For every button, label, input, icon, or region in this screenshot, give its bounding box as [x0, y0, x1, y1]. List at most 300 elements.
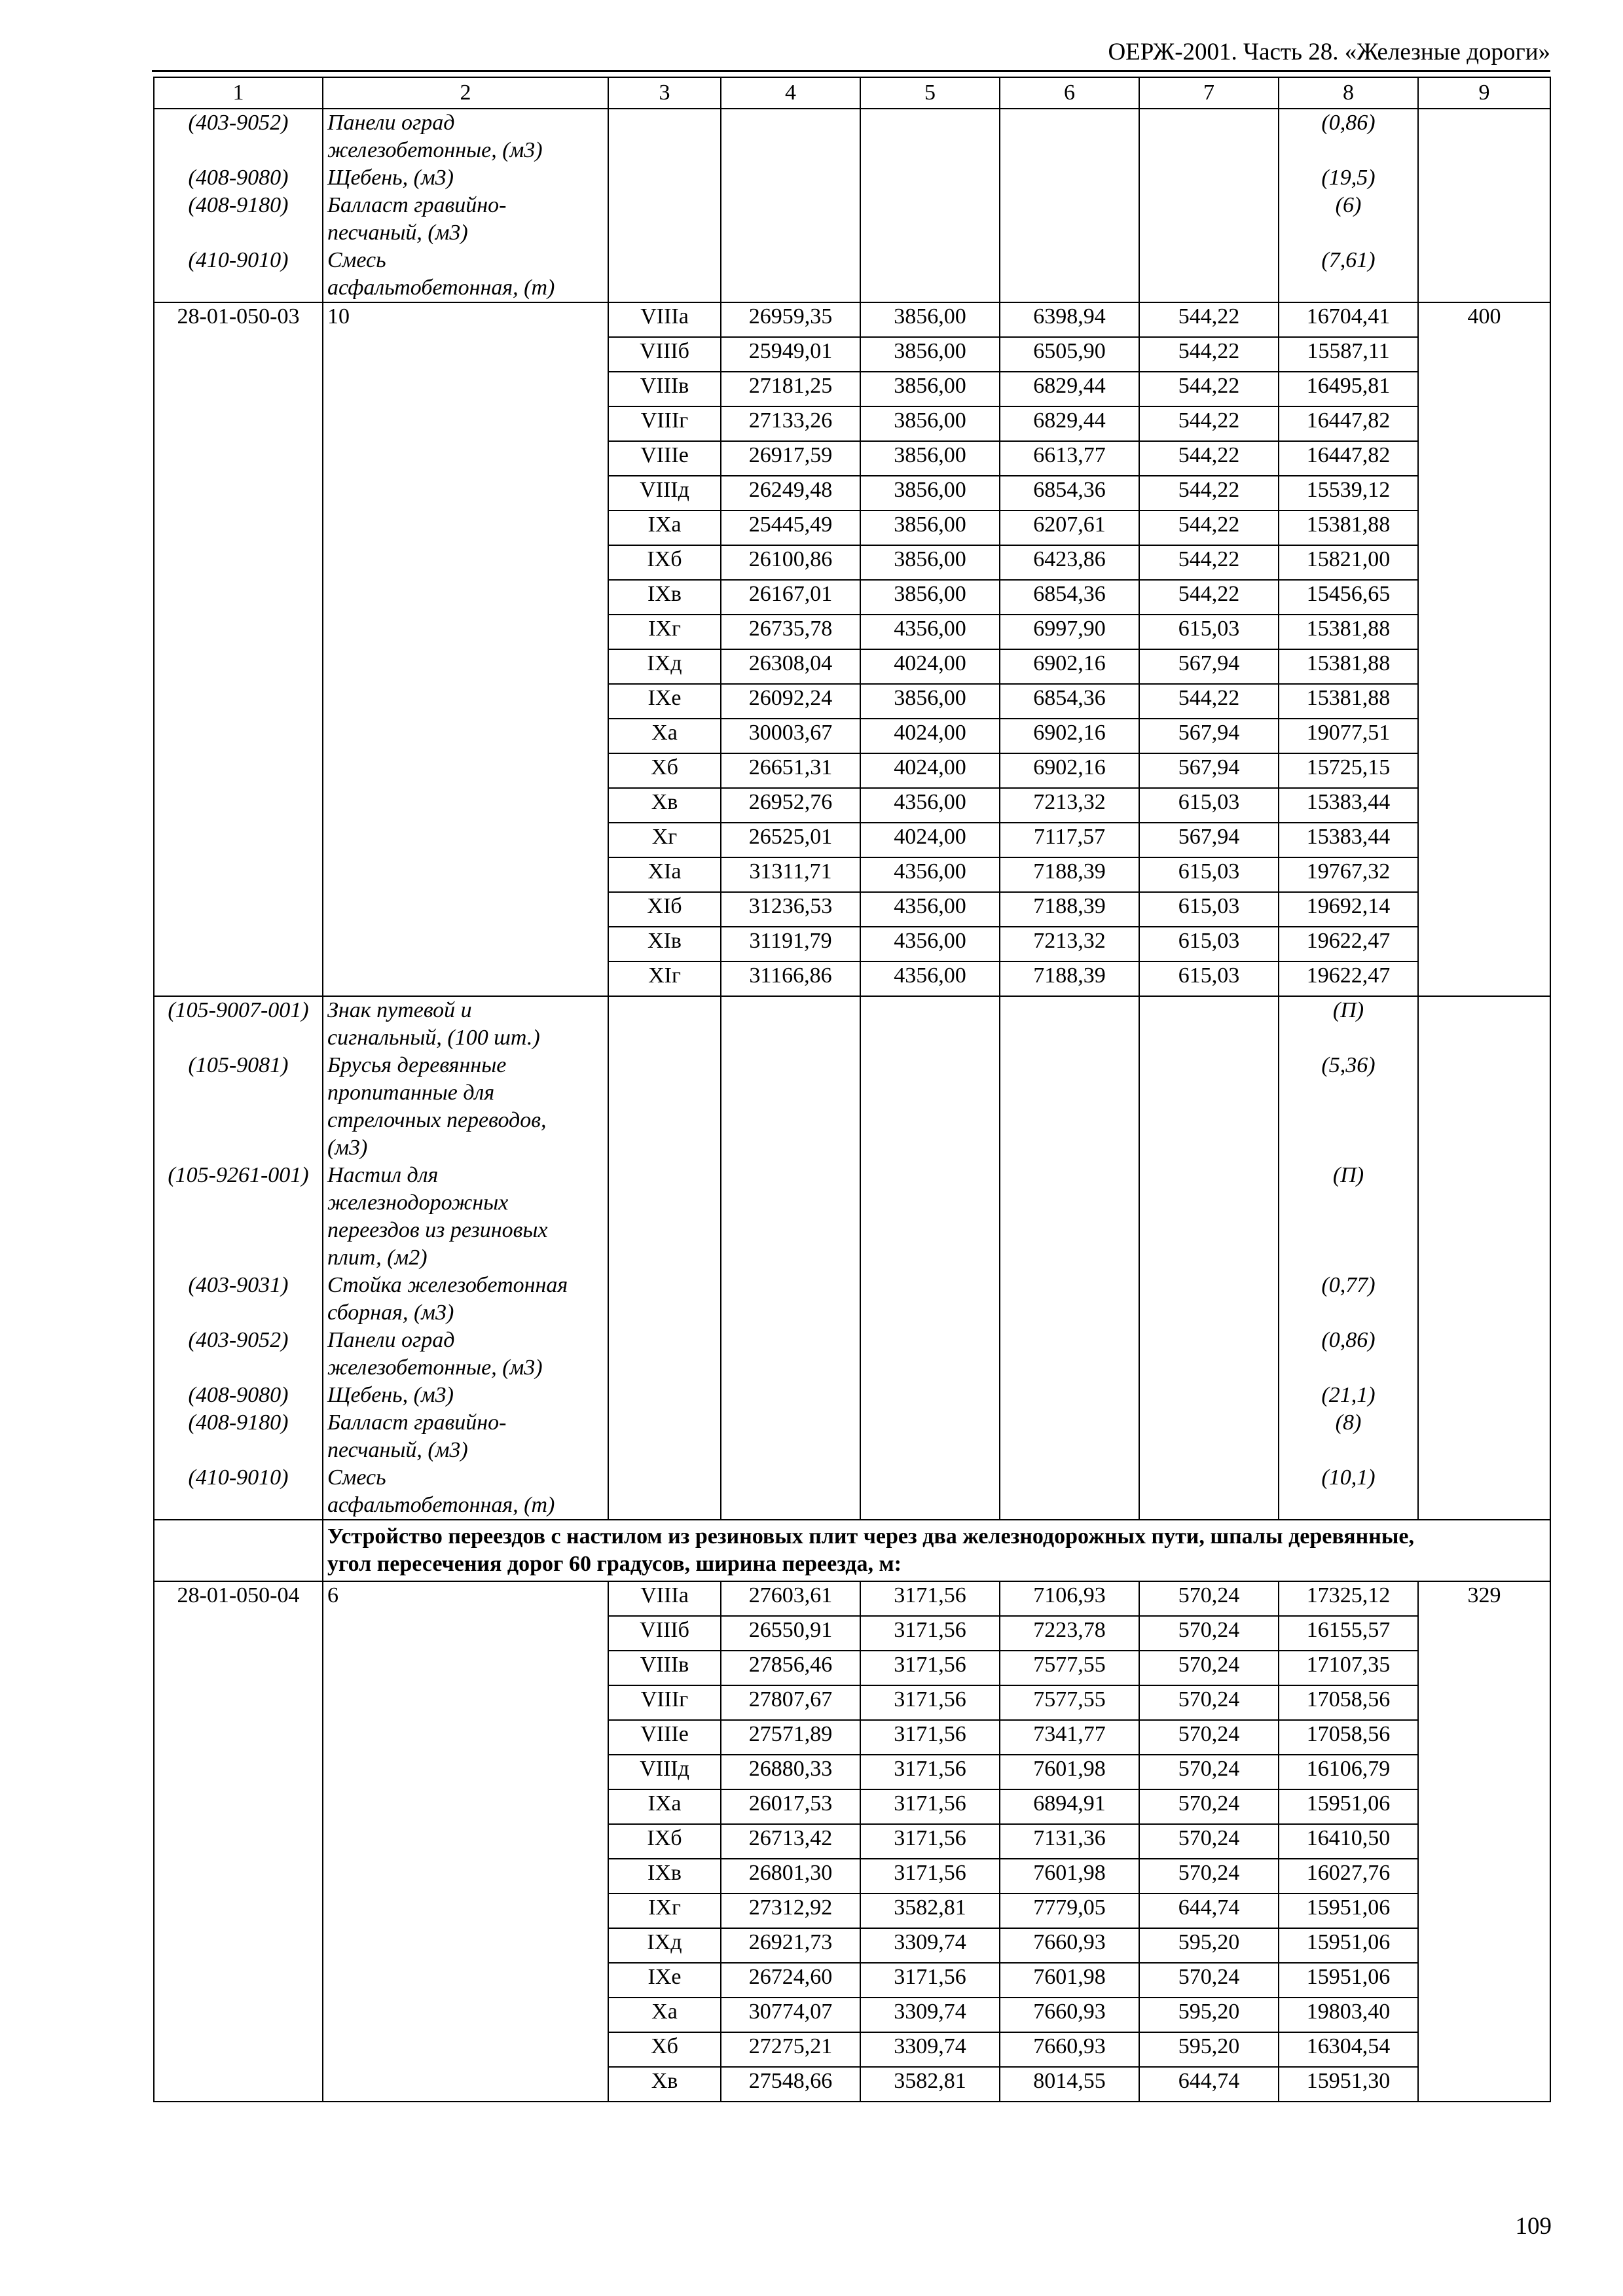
empty-cell — [1418, 164, 1550, 192]
resource-name — [323, 164, 608, 192]
labor-cost: 3171,56 — [860, 1616, 1000, 1651]
operator-wages: 544,22 — [1139, 580, 1279, 615]
machine-cost: 6997,90 — [1000, 615, 1139, 649]
resource-code: (105-9081) — [154, 1052, 323, 1162]
resource-quantity: (21,1) — [1279, 1382, 1418, 1409]
operator-wages: 595,20 — [1139, 1928, 1279, 1963]
territorial-zone: VIIIа — [608, 302, 721, 337]
total-cost: 31166,86 — [721, 961, 860, 996]
materials-cost: 17058,56 — [1279, 1720, 1418, 1755]
resource-code: (408-9080) — [154, 164, 323, 192]
machine-cost: 6398,94 — [1000, 302, 1139, 337]
machine-cost: 7106,93 — [1000, 1581, 1139, 1616]
materials-cost: 15725,15 — [1279, 753, 1418, 788]
resource-name — [323, 1464, 608, 1520]
machine-cost: 6902,16 — [1000, 649, 1139, 684]
total-cost: 26651,31 — [721, 753, 860, 788]
column-number-2: 2 — [323, 77, 608, 109]
operator-wages: 570,24 — [1139, 1581, 1279, 1616]
labor-cost: 3856,00 — [860, 372, 1000, 406]
text-line: песчаный, (м3) — [327, 221, 468, 245]
total-cost: 26917,59 — [721, 441, 860, 476]
territorial-zone: Xб — [608, 753, 721, 788]
text-line: Знак путевой и — [327, 998, 472, 1022]
territorial-zone: IXд — [608, 1928, 721, 1963]
labor-cost: 3856,00 — [860, 476, 1000, 511]
rate-code: 28-01-050-04 — [154, 1581, 323, 2102]
total-cost: 26167,01 — [721, 580, 860, 615]
empty-cell — [154, 1520, 323, 1581]
operator-wages: 570,24 — [1139, 1963, 1279, 1998]
materials-cost: 15456,65 — [1279, 580, 1418, 615]
total-cost: 26735,78 — [721, 615, 860, 649]
resource-name — [323, 247, 608, 302]
total-cost: 27571,89 — [721, 1720, 860, 1755]
total-cost: 26100,86 — [721, 545, 860, 580]
empty-cell — [1139, 247, 1279, 302]
column-number-3: 3 — [608, 77, 721, 109]
labor-cost: 3171,56 — [860, 1685, 1000, 1720]
empty-cell — [860, 1409, 1000, 1464]
resource-row — [154, 1464, 1550, 1520]
materials-cost: 15821,00 — [1279, 545, 1418, 580]
machine-cost: 7601,98 — [1000, 1859, 1139, 1893]
materials-cost: 15381,88 — [1279, 684, 1418, 719]
territorial-zone: VIIIе — [608, 441, 721, 476]
operator-wages: 644,74 — [1139, 1893, 1279, 1928]
machine-cost: 7131,36 — [1000, 1824, 1139, 1859]
empty-cell — [1139, 1162, 1279, 1272]
machine-cost: 6854,36 — [1000, 684, 1139, 719]
materials-cost: 19622,47 — [1279, 961, 1418, 996]
labor-cost: 3171,56 — [860, 1789, 1000, 1824]
materials-cost: 16027,76 — [1279, 1859, 1418, 1893]
total-cost: 27603,61 — [721, 1581, 860, 1616]
labor-cost: 3856,00 — [860, 580, 1000, 615]
materials-cost: 17058,56 — [1279, 1685, 1418, 1720]
text-line: Настил для — [327, 1163, 439, 1187]
operator-wages: 615,03 — [1139, 788, 1279, 823]
empty-cell — [1139, 996, 1279, 1052]
empty-cell — [608, 247, 721, 302]
total-cost: 26724,60 — [721, 1963, 860, 1998]
page-number: 109 — [1515, 2213, 1552, 2240]
territorial-zone: VIIIб — [608, 1616, 721, 1651]
empty-cell — [860, 996, 1000, 1052]
resource-name — [323, 1382, 608, 1409]
empty-cell — [860, 1464, 1000, 1520]
empty-cell — [1418, 109, 1550, 164]
empty-cell — [721, 1382, 860, 1409]
empty-cell — [608, 1052, 721, 1162]
empty-cell — [608, 164, 721, 192]
materials-cost: 16155,57 — [1279, 1616, 1418, 1651]
resource-name — [323, 1162, 608, 1272]
materials-cost: 15381,88 — [1279, 649, 1418, 684]
column-number-header — [154, 77, 1550, 109]
territorial-zone: IXд — [608, 649, 721, 684]
text-line: Смесь — [327, 248, 386, 272]
machine-cost: 6854,36 — [1000, 580, 1139, 615]
operator-wages: 570,24 — [1139, 1616, 1279, 1651]
labor-cost: 3856,00 — [860, 441, 1000, 476]
empty-cell — [721, 164, 860, 192]
empty-cell — [860, 192, 1000, 247]
materials-cost: 15951,06 — [1279, 1893, 1418, 1928]
territorial-zone: XIв — [608, 927, 721, 961]
resource-name — [323, 1409, 608, 1464]
machine-cost: 6894,91 — [1000, 1789, 1139, 1824]
operator-wages: 595,20 — [1139, 1998, 1279, 2032]
materials-cost: 15951,06 — [1279, 1789, 1418, 1824]
machine-cost: 7213,32 — [1000, 927, 1139, 961]
machine-cost: 6902,16 — [1000, 719, 1139, 753]
resource-row — [154, 1162, 1550, 1272]
resource-row — [154, 1272, 1550, 1327]
labor-cost: 4356,00 — [860, 961, 1000, 996]
resource-quantity: (10,1) — [1279, 1464, 1418, 1520]
resource-code: (408-9180) — [154, 192, 323, 247]
machine-cost: 7660,93 — [1000, 1928, 1139, 1963]
territorial-zone: IXв — [608, 1859, 721, 1893]
column-number-1: 1 — [154, 77, 323, 109]
resource-code: (410-9010) — [154, 1464, 323, 1520]
labor-cost: 4356,00 — [860, 857, 1000, 892]
empty-cell — [721, 1162, 860, 1272]
empty-cell — [608, 1327, 721, 1382]
rates-table-body — [154, 77, 1550, 2102]
column-number-7: 7 — [1139, 77, 1279, 109]
machine-cost: 7188,39 — [1000, 857, 1139, 892]
machine-cost: 7779,05 — [1000, 1893, 1139, 1928]
text-line: сигнальный, (100 шт.) — [327, 1026, 540, 1050]
text-line: Балласт гравийно- — [327, 1410, 507, 1435]
machine-cost: 6423,86 — [1000, 545, 1139, 580]
operator-wages: 595,20 — [1139, 2032, 1279, 2067]
total-cost: 27856,46 — [721, 1651, 860, 1685]
labor-hours: 400 — [1418, 302, 1550, 996]
operator-wages: 570,24 — [1139, 1859, 1279, 1893]
text-line: железобетонные, (м3) — [327, 138, 543, 162]
territorial-zone: VIIIг — [608, 406, 721, 441]
empty-cell — [1418, 247, 1550, 302]
operator-wages: 544,22 — [1139, 406, 1279, 441]
materials-cost: 16410,50 — [1279, 1824, 1418, 1859]
text-line: Щебень, (м3) — [327, 1383, 454, 1407]
labor-cost: 4024,00 — [860, 719, 1000, 753]
materials-cost: 19767,32 — [1279, 857, 1418, 892]
crossing-width: 10 — [323, 302, 608, 996]
resource-row — [154, 109, 1550, 164]
labor-cost: 3309,74 — [860, 1928, 1000, 1963]
labor-cost: 3856,00 — [860, 545, 1000, 580]
materials-cost: 15587,11 — [1279, 337, 1418, 372]
empty-cell — [1418, 1409, 1550, 1464]
total-cost: 26959,35 — [721, 302, 860, 337]
text-line: переездов из резиновых — [327, 1218, 548, 1242]
total-cost: 26308,04 — [721, 649, 860, 684]
empty-cell — [721, 1327, 860, 1382]
column-number-9: 9 — [1418, 77, 1550, 109]
empty-cell — [860, 1162, 1000, 1272]
labor-cost: 3171,56 — [860, 1755, 1000, 1789]
operator-wages: 570,24 — [1139, 1789, 1279, 1824]
resource-code: (410-9010) — [154, 247, 323, 302]
empty-cell — [608, 996, 721, 1052]
resource-name — [323, 1272, 608, 1327]
total-cost: 26249,48 — [721, 476, 860, 511]
territorial-zone: Xа — [608, 1998, 721, 2032]
total-cost: 25445,49 — [721, 511, 860, 545]
labor-cost: 3856,00 — [860, 337, 1000, 372]
rate-row — [154, 302, 1550, 337]
operator-wages: 544,22 — [1139, 545, 1279, 580]
resource-code: (408-9180) — [154, 1409, 323, 1464]
total-cost: 26921,73 — [721, 1928, 860, 1963]
text-line: Устройство переездов с настилом из резиновых плит через два железнодорожных пути, шпалы деревянные, — [327, 1524, 1414, 1549]
labor-cost: 3171,56 — [860, 1720, 1000, 1755]
text-line: Щебень, (м3) — [327, 166, 454, 190]
territorial-zone: XIа — [608, 857, 721, 892]
materials-cost: 15951,06 — [1279, 1928, 1418, 1963]
resource-quantity: (П) — [1279, 996, 1418, 1052]
resource-name — [323, 192, 608, 247]
resource-quantity: (0,77) — [1279, 1272, 1418, 1327]
empty-cell — [860, 247, 1000, 302]
territorial-zone: IXг — [608, 615, 721, 649]
machine-cost: 7660,93 — [1000, 2032, 1139, 2067]
resource-row — [154, 996, 1550, 1052]
total-cost: 25949,01 — [721, 337, 860, 372]
column-number-6: 6 — [1000, 77, 1139, 109]
territorial-zone: VIIIв — [608, 1651, 721, 1685]
text-line: Панели оград — [327, 111, 455, 135]
labor-cost: 3582,81 — [860, 1893, 1000, 1928]
empty-cell — [721, 1409, 860, 1464]
text-line: стрелочных переводов, — [327, 1108, 547, 1132]
resource-code: (403-9052) — [154, 109, 323, 164]
empty-cell — [721, 192, 860, 247]
materials-cost: 15383,44 — [1279, 823, 1418, 857]
materials-cost: 15381,88 — [1279, 615, 1418, 649]
empty-cell — [1139, 1464, 1279, 1520]
empty-cell — [1000, 1382, 1139, 1409]
operator-wages: 644,74 — [1139, 2067, 1279, 2102]
materials-cost: 16495,81 — [1279, 372, 1418, 406]
resource-name — [323, 1327, 608, 1382]
resource-quantity: (6) — [1279, 192, 1418, 247]
machine-cost: 6902,16 — [1000, 753, 1139, 788]
total-cost: 26092,24 — [721, 684, 860, 719]
operator-wages: 615,03 — [1139, 615, 1279, 649]
materials-cost: 16447,82 — [1279, 441, 1418, 476]
empty-cell — [1139, 1382, 1279, 1409]
total-cost: 27312,92 — [721, 1893, 860, 1928]
territorial-zone: Xб — [608, 2032, 721, 2067]
resource-code: (105-9007-001) — [154, 996, 323, 1052]
labor-cost: 4356,00 — [860, 615, 1000, 649]
empty-cell — [608, 1464, 721, 1520]
labor-cost: 3309,74 — [860, 2032, 1000, 2067]
text-line: (м3) — [327, 1136, 368, 1160]
section-heading-row — [154, 1520, 1550, 1581]
labor-cost: 3856,00 — [860, 511, 1000, 545]
materials-cost: 17325,12 — [1279, 1581, 1418, 1616]
text-line: асфальтобетонная, (т) — [327, 1493, 555, 1517]
total-cost: 26801,30 — [721, 1859, 860, 1893]
total-cost: 26952,76 — [721, 788, 860, 823]
labor-cost: 3171,56 — [860, 1651, 1000, 1685]
territorial-zone: VIIIб — [608, 337, 721, 372]
resource-row — [154, 1327, 1550, 1382]
text-line: пропитанные для — [327, 1081, 495, 1105]
empty-cell — [860, 1272, 1000, 1327]
empty-cell — [1000, 247, 1139, 302]
resource-quantity: (5,36) — [1279, 1052, 1418, 1162]
resource-code: (408-9080) — [154, 1382, 323, 1409]
machine-cost: 6854,36 — [1000, 476, 1139, 511]
crossing-width: 6 — [323, 1581, 608, 2102]
labor-cost: 3582,81 — [860, 2067, 1000, 2102]
territorial-zone: Xа — [608, 719, 721, 753]
empty-cell — [860, 164, 1000, 192]
total-cost: 27807,67 — [721, 1685, 860, 1720]
empty-cell — [1418, 1382, 1550, 1409]
empty-cell — [1000, 1272, 1139, 1327]
total-cost: 26525,01 — [721, 823, 860, 857]
territorial-zone: Xв — [608, 788, 721, 823]
machine-cost: 7601,98 — [1000, 1755, 1139, 1789]
empty-cell — [721, 1464, 860, 1520]
operator-wages: 544,22 — [1139, 476, 1279, 511]
labor-cost: 4024,00 — [860, 753, 1000, 788]
empty-cell — [1418, 1327, 1550, 1382]
territorial-zone: VIIIе — [608, 1720, 721, 1755]
total-cost: 26880,33 — [721, 1755, 860, 1789]
labor-cost: 3171,56 — [860, 1824, 1000, 1859]
empty-cell — [1139, 1052, 1279, 1162]
resource-name — [323, 1052, 608, 1162]
labor-cost: 4356,00 — [860, 788, 1000, 823]
operator-wages: 615,03 — [1139, 927, 1279, 961]
total-cost: 31311,71 — [721, 857, 860, 892]
machine-cost: 7188,39 — [1000, 961, 1139, 996]
operator-wages: 544,22 — [1139, 302, 1279, 337]
text-line: Панели оград — [327, 1328, 455, 1352]
resource-quantity: (П) — [1279, 1162, 1418, 1272]
running-header: ОЕРЖ-2001. Часть 28. «Железные дороги» — [1108, 39, 1550, 65]
territorial-zone: VIIIа — [608, 1581, 721, 1616]
empty-cell — [1000, 1464, 1139, 1520]
territorial-zone: XIг — [608, 961, 721, 996]
operator-wages: 544,22 — [1139, 372, 1279, 406]
materials-cost: 16447,82 — [1279, 406, 1418, 441]
empty-cell — [860, 1327, 1000, 1382]
resource-name — [323, 996, 608, 1052]
labor-cost: 4356,00 — [860, 927, 1000, 961]
resource-code: (105-9261-001) — [154, 1162, 323, 1272]
machine-cost: 7577,55 — [1000, 1651, 1139, 1685]
text-line: песчаный, (м3) — [327, 1438, 468, 1462]
text-line: железобетонные, (м3) — [327, 1355, 543, 1380]
territorial-zone: IXв — [608, 580, 721, 615]
total-cost: 26713,42 — [721, 1824, 860, 1859]
machine-cost: 6613,77 — [1000, 441, 1139, 476]
text-line: Смесь — [327, 1465, 386, 1490]
empty-cell — [608, 1162, 721, 1272]
empty-cell — [1418, 1052, 1550, 1162]
materials-cost: 15381,88 — [1279, 511, 1418, 545]
empty-cell — [608, 1272, 721, 1327]
total-cost: 27181,25 — [721, 372, 860, 406]
empty-cell — [608, 109, 721, 164]
materials-cost: 15951,06 — [1279, 1963, 1418, 1998]
resource-quantity: (19,5) — [1279, 164, 1418, 192]
empty-cell — [1000, 1327, 1139, 1382]
operator-wages: 567,94 — [1139, 753, 1279, 788]
empty-cell — [1000, 192, 1139, 247]
empty-cell — [1139, 1272, 1279, 1327]
labor-cost: 3856,00 — [860, 406, 1000, 441]
materials-cost: 15951,30 — [1279, 2067, 1418, 2102]
territorial-zone: IXб — [608, 1824, 721, 1859]
rate-row — [154, 1581, 1550, 1616]
territorial-zone: VIIIв — [608, 372, 721, 406]
resource-row — [154, 192, 1550, 247]
materials-cost: 19692,14 — [1279, 892, 1418, 927]
total-cost: 26550,91 — [721, 1616, 860, 1651]
text-line: железнодорожных — [327, 1191, 509, 1215]
resource-row — [154, 1409, 1550, 1464]
empty-cell — [1139, 1409, 1279, 1464]
resource-name — [323, 109, 608, 164]
empty-cell — [1139, 109, 1279, 164]
operator-wages: 544,22 — [1139, 441, 1279, 476]
column-number-8: 8 — [1279, 77, 1418, 109]
operator-wages: 570,24 — [1139, 1824, 1279, 1859]
resource-quantity: (8) — [1279, 1409, 1418, 1464]
header-rule — [152, 70, 1550, 72]
machine-cost: 7577,55 — [1000, 1685, 1139, 1720]
empty-cell — [860, 109, 1000, 164]
empty-cell — [1000, 1052, 1139, 1162]
territorial-zone: IXа — [608, 1789, 721, 1824]
resource-row — [154, 1052, 1550, 1162]
empty-cell — [1139, 164, 1279, 192]
machine-cost: 7341,77 — [1000, 1720, 1139, 1755]
materials-cost: 19803,40 — [1279, 1998, 1418, 2032]
machine-cost: 7660,93 — [1000, 1998, 1139, 2032]
column-number-5: 5 — [860, 77, 1000, 109]
text-line: сборная, (м3) — [327, 1300, 454, 1325]
empty-cell — [860, 1052, 1000, 1162]
machine-cost: 7188,39 — [1000, 892, 1139, 927]
empty-cell — [1000, 1409, 1139, 1464]
empty-cell — [1418, 1272, 1550, 1327]
territorial-zone: VIIIд — [608, 476, 721, 511]
materials-cost: 19622,47 — [1279, 927, 1418, 961]
empty-cell — [608, 1382, 721, 1409]
labor-cost: 3856,00 — [860, 684, 1000, 719]
labor-cost: 3171,56 — [860, 1963, 1000, 1998]
territorial-zone: XIб — [608, 892, 721, 927]
empty-cell — [721, 247, 860, 302]
column-number-4: 4 — [721, 77, 860, 109]
machine-cost: 7601,98 — [1000, 1963, 1139, 1998]
empty-cell — [1418, 1162, 1550, 1272]
territorial-zone: IXе — [608, 1963, 721, 1998]
empty-cell — [608, 192, 721, 247]
